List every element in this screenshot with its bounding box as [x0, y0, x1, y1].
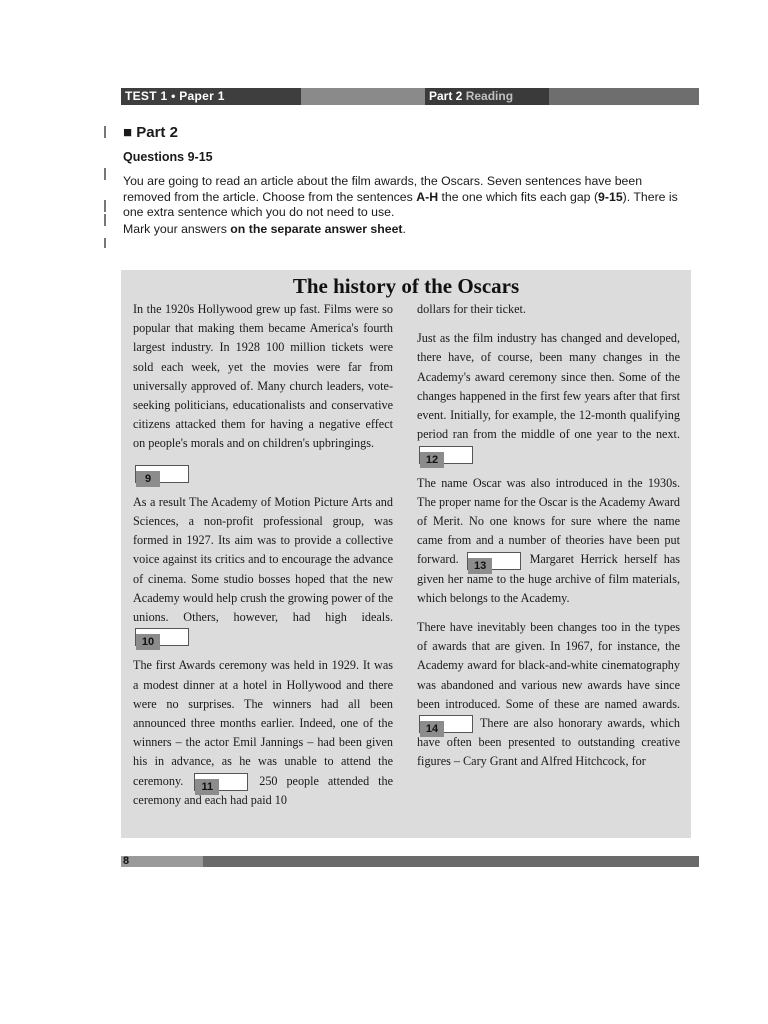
test-label: TEST 1 • Paper 1 — [121, 88, 305, 105]
gap-13[interactable] — [467, 552, 521, 570]
article-right-column — [417, 300, 680, 782]
article-paragraph: dollars for their ticket. — [417, 302, 526, 316]
instructions-text: the one which fits each gap ( — [438, 189, 599, 204]
gap-number: 14 — [420, 721, 444, 737]
header-divider — [301, 88, 425, 105]
part-label — [425, 88, 549, 105]
header-bar — [121, 88, 699, 105]
article-left-column — [133, 300, 393, 820]
margin-mark — [104, 126, 106, 138]
section-name: Reading — [465, 89, 514, 103]
instructions-text: ). There is one extra sentence which you do not need to use. — [123, 189, 678, 219]
gap-number: 11 — [195, 779, 219, 795]
answer-instruction-end: . — [402, 222, 406, 236]
answer-instruction-text: Mark your answers — [123, 222, 231, 236]
answer-instruction-bold: on the separate answer sheet — [230, 222, 403, 236]
article-paragraph: As a result The Academy of Motion Picture Arts and Sciences, a non-profit professional group, was formed in 1927. Its aim was to provide a collective voice against its critics and to encourage the advance of cinema. Some studio bosses hoped that the new Academy would help crush the growing power of the unions. Others, however, had high ideals. — [133, 494, 393, 625]
article-paragraph: Margaret Herrick herself has given her name to the huge archive of film materials, which belongs to the Academy. — [417, 552, 681, 605]
article-paragraph: In the 1920s Hollywood grew up fast. Films were so popular that making them became America's fourth largest industry. In 1928 100 million tickets were sold each week, yet the movies were far from universally approved of. Many church leaders, vote-seeking politicians, educationalists and conservative citizens attacked them for having a negative effect on people's morals and on children's upbringings. — [133, 302, 393, 451]
article-paragraph: There are also honorary awards, which have often been presented to outstanding creative figures – Cary Grant and Alfred Hitchcock, for — [417, 716, 680, 769]
part-name: Part 2 — [429, 89, 463, 103]
header-fill — [549, 88, 699, 105]
article-paragraph: The first Awards ceremony was held in 1929. It was a modest dinner at a hotel in Hollywood and there were no surprises. The winners had all been announced three months earlier. Indeed, one of the winners – the actor Emil Jannings – had been given his in advance, as he was unable to attend the ceremony. — [133, 658, 393, 788]
page-number: 8 — [121, 856, 203, 867]
gap-14[interactable] — [419, 715, 473, 736]
article-paragraph: The name Oscar was also introduced in the 1930s. The proper name for the Oscar is the Academy Award of Merit. No one knows for sure where the name came from and a number of theories have been put forward. — [417, 475, 680, 567]
instructions-range-numbers: 9-15 — [598, 189, 623, 204]
gap-11[interactable] — [194, 773, 248, 791]
article-paragraph: Just as the film industry has changed and developed, there have, of course, been many changes in the Academy's award ceremony since then. Some of the changes happened in the first few years after that first event. Initially, for example, the 12-month qualifying period ran from the middle of one year to the next. — [417, 331, 680, 442]
gap-10[interactable] — [135, 628, 189, 649]
instructions-range-letters: A-H — [416, 189, 439, 204]
margin-mark — [104, 200, 106, 212]
part-title: ■ Part 2 — [123, 124, 178, 141]
instructions — [123, 174, 688, 221]
gap-9[interactable] — [135, 465, 189, 483]
gap-number: 12 — [420, 452, 444, 468]
article-title: The history of the Oscars — [292, 274, 520, 298]
gap-number: 13 — [468, 558, 492, 574]
article-paragraph: There have inevitably been changes too in the types of awards that are given. In 1967, for instance, the Academy award for black-and-white cinematography was abandoned and various new awards have since been introduced. Some of these are named awards. — [417, 620, 680, 711]
margin-mark — [104, 238, 106, 248]
instructions-text: You are going to read an article about the film awards, the Oscars. Seven sentences have been removed from the article. Choose from the sentences — [123, 174, 643, 204]
gap-number: 9 — [136, 471, 160, 487]
article-panel — [121, 270, 691, 838]
questions-heading: Questions 9-15 — [123, 150, 213, 164]
footer-bar — [121, 856, 699, 867]
article-paragraph: 250 people attended the ceremony and each had paid 10 — [133, 773, 393, 807]
margin-mark — [104, 168, 106, 180]
answer-instruction — [123, 222, 406, 236]
gap-12[interactable] — [419, 446, 473, 464]
gap-number: 10 — [136, 634, 160, 650]
margin-mark — [104, 214, 106, 226]
